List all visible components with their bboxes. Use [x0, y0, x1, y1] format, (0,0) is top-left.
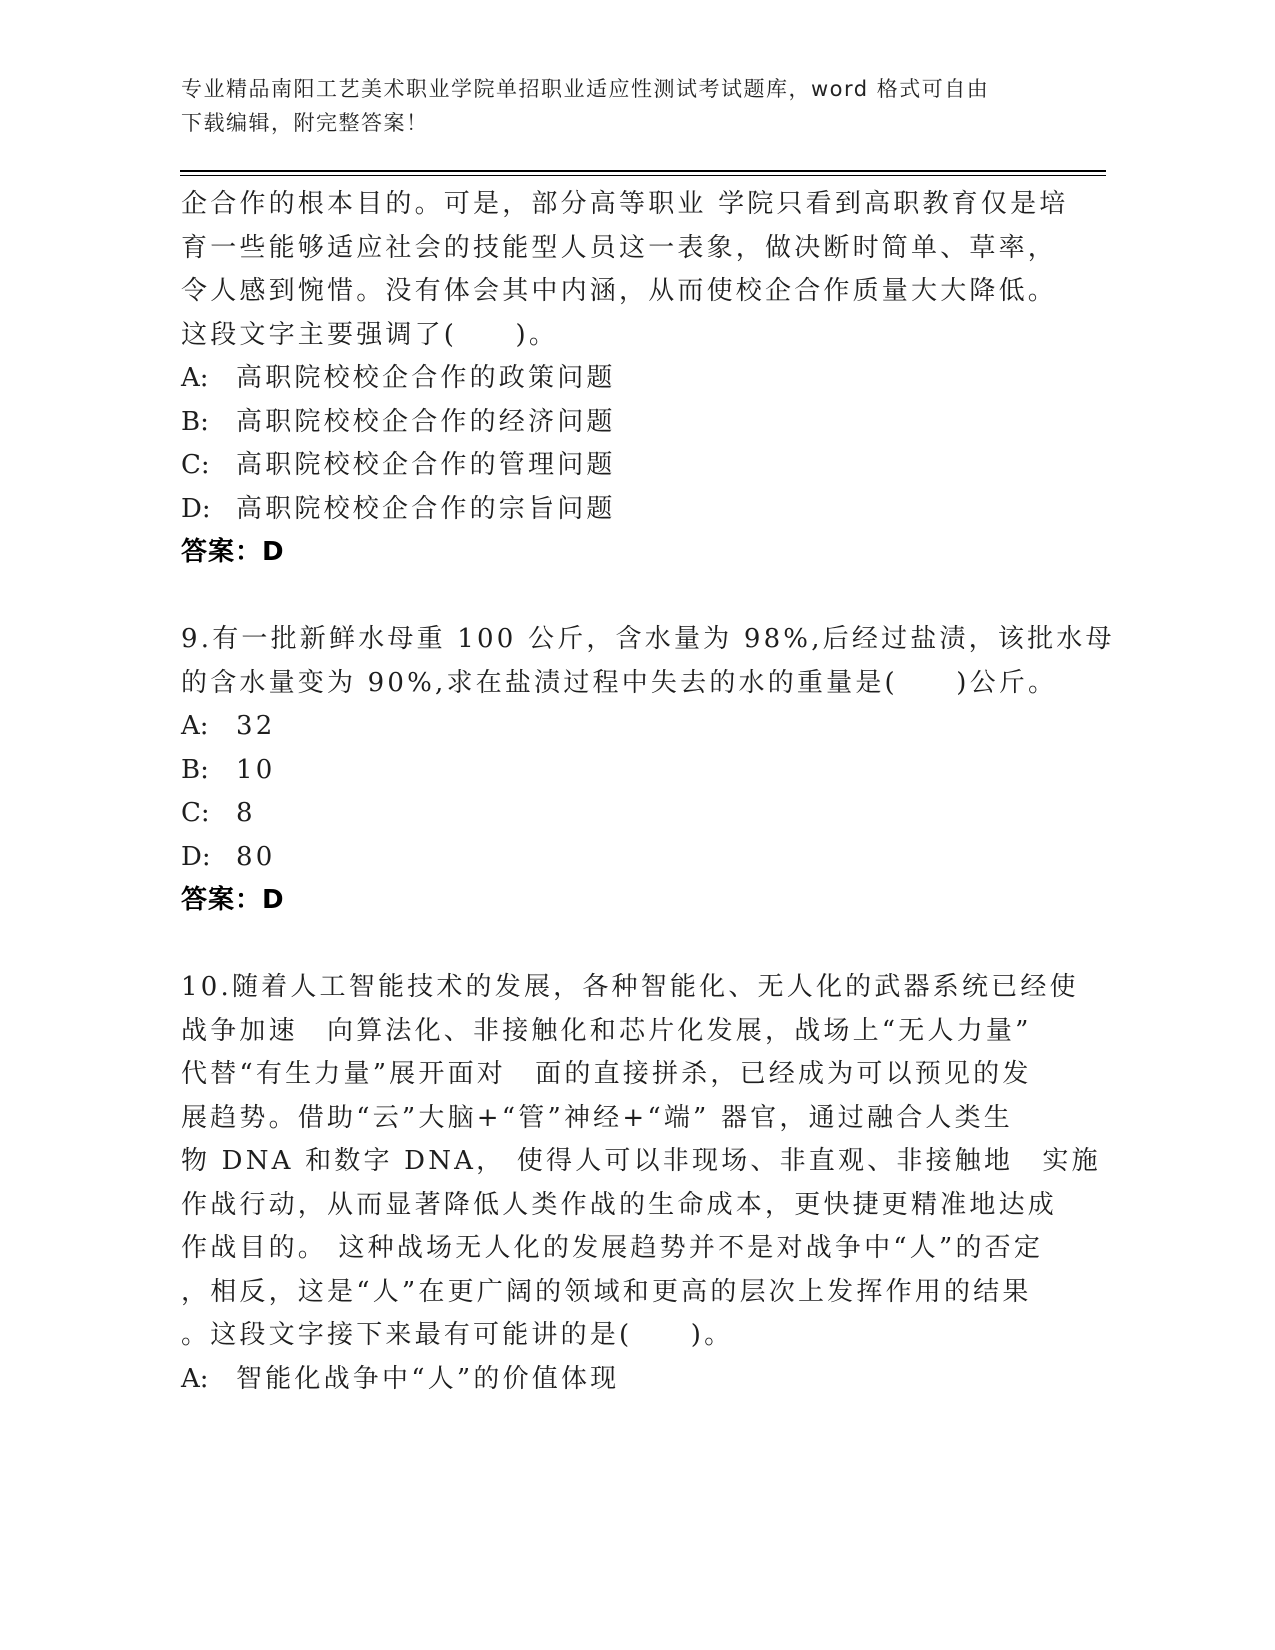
page-header — [181, 72, 1061, 140]
option-text: 32 — [236, 711, 276, 741]
question-stem-line: 10.随着人工智能技术的发展，各种智能化、无人化的武器系统已经使 — [181, 972, 1079, 1002]
question-9 — [181, 618, 1115, 923]
question-stem-line: 战争加速 向算法化、非接触化和芯片化发展，战场上“无人力量” — [181, 1015, 1032, 1046]
question-stem-line: 育一些能够适应社会的技能型人员这一表象，做决断时简单、草率， — [181, 232, 1058, 263]
header-rule-thin — [180, 175, 1106, 176]
question-stem-line: 9.有一批新鲜水母重 100 公斤，含水量为 98%,后经过盐渍，该批水母 — [181, 624, 1115, 654]
answer-line: 答案：D — [181, 537, 285, 567]
option-b — [181, 749, 1061, 793]
option-text: 高职院校校企合作的政策问题 — [236, 363, 616, 393]
option-text: 高职院校校企合作的宗旨问题 — [236, 493, 616, 524]
question-stem-line: 物 DNA 和数字 DNA， 使得人可以非现场、非直观、非接触地 实施 — [181, 1146, 1101, 1176]
option-label: D: — [181, 841, 211, 872]
option-a — [181, 1358, 1061, 1402]
option-label: B: — [181, 754, 209, 785]
answer-line: 答案：D — [181, 885, 285, 915]
option-a — [181, 357, 1061, 401]
question-stem-line: ，相反，这是“人”在更广阔的领域和更高的层次上发挥作用的结果 — [181, 1276, 1032, 1307]
question-stem-line: 的含水量变为 90%,求在盐渍过程中失去的水的重量是( )公斤。 — [181, 667, 1058, 698]
option-label: C: — [181, 798, 210, 828]
option-label: A: — [181, 363, 209, 393]
question-stem-line: 展趋势。借助“云”大脑+“管”神经+“端” 器官，通过融合人类生 — [181, 1102, 1013, 1133]
option-text: 高职院校校企合作的管理问题 — [236, 450, 616, 480]
question-10 — [181, 966, 1101, 1401]
header-line-1: 专业精品南阳工艺美术职业学院单招职业适应性测试考试题库，word 格式可自由 — [181, 77, 990, 101]
option-c — [181, 444, 1061, 488]
option-text: 高职院校校企合作的经济问题 — [236, 406, 616, 437]
option-c — [181, 792, 1061, 836]
option-a — [181, 705, 1061, 749]
option-label: C: — [181, 450, 210, 480]
option-b — [181, 401, 1061, 445]
question-8 — [181, 183, 1069, 575]
question-stem-line: 令人感到惋惜。没有体会其中内涵，从而使校企合作质量大大降低。 — [181, 276, 1058, 306]
spacer — [181, 923, 1061, 967]
option-label: A: — [181, 711, 209, 741]
document-body — [181, 183, 1115, 1401]
question-stem-line: 作战目的。 这种战场无人化的发展趋势并不是对战争中“人”的否定 — [181, 1233, 1044, 1263]
question-stem-line: 代替“有生力量”展开面对 面的直接拼杀，已经成为可以预见的发 — [181, 1059, 1032, 1089]
question-stem-line: 。这段文字接下来最有可能讲的是( )。 — [181, 1320, 734, 1350]
option-text: 智能化战争中“人”的价值体现 — [236, 1363, 620, 1394]
spacer — [181, 575, 1061, 619]
option-text: 10 — [236, 754, 276, 785]
header-rule-thick — [180, 170, 1106, 172]
option-d — [181, 488, 1061, 532]
header-line-2: 下载编辑，附完整答案！ — [181, 111, 429, 135]
option-label: A: — [181, 1363, 209, 1394]
option-text: 8 — [236, 798, 256, 828]
question-stem-line: 这段文字主要强调了( )。 — [181, 319, 559, 350]
question-stem-line: 企合作的根本目的。可是，部分高等职业 学院只看到高职教育仅是培 — [181, 189, 1069, 219]
option-text: 80 — [236, 841, 276, 872]
option-label: D: — [181, 493, 211, 524]
option-label: B: — [181, 406, 209, 437]
question-stem-line: 作战行动，从而显著降低人类作战的生命成本，更快捷更精准地达成 — [181, 1189, 1058, 1220]
option-d — [181, 836, 1061, 880]
